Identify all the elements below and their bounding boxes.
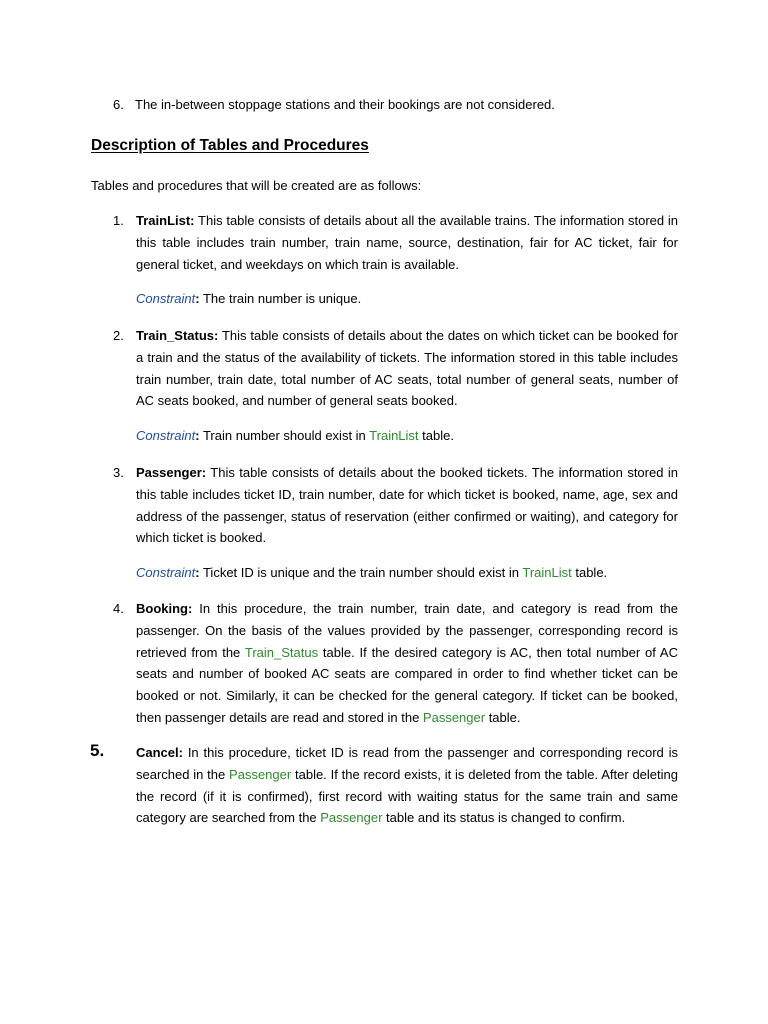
constraint-colon: : [195, 428, 200, 443]
list-item-text: The in-between stoppage stations and their bookings are not considered. [135, 97, 555, 112]
intro-paragraph: Tables and procedures that will be created are as follows: [91, 178, 422, 193]
list-item-passenger [113, 462, 678, 549]
list-item-number: 1. [113, 213, 124, 228]
list-item-body [136, 742, 678, 829]
list-item-cancel [90, 741, 678, 829]
item-description-end: table. [485, 709, 521, 725]
constraint-trainlist [136, 290, 681, 308]
constraint-text-end: table. [418, 428, 454, 443]
table-reference-trainlist: TrainList [522, 565, 572, 580]
item-description: In this procedure, ticket ID is read from the passenger and corresponding record is searched in the [136, 745, 678, 782]
item-description: In this procedure, the train number, train date, and category is read from the passenger. On the basis of the values provided by the passenger, corresponding record is retrieved from the [136, 601, 678, 660]
constraint-passenger [136, 564, 681, 582]
table-reference-passenger: Passenger [320, 810, 383, 826]
constraint-text-end: table. [571, 565, 608, 580]
constraint-text: Train number should exist in [199, 428, 370, 443]
item-description: This table consists of details about the dates on which ticket can be booked for a train and the status of the availability of tickets. The information stored in this table includes train number, train date, total number of AC seats, total number of general seats, number of AC seats booked, and number of general seats booked. [136, 328, 678, 409]
table-reference-passenger: Passenger [422, 709, 486, 725]
constraint-colon: : [195, 291, 200, 306]
list-item-number: 6. [113, 97, 124, 112]
constraint-colon: : [195, 565, 200, 580]
table-reference-trainlist: TrainList [369, 428, 419, 443]
list-item-body [136, 210, 678, 275]
list-item-previous [113, 96, 693, 114]
section-heading: Description of Tables and Procedures [91, 137, 369, 154]
list-item-number: 4. [113, 601, 124, 616]
item-description: This table consists of details about all the available trains. The information stored in this table includes train number, train name, source, destination, fair for AC ticket, fair for general ticket, and weekdays on which train is available. [136, 213, 678, 272]
item-term: Train_Status: [136, 328, 219, 343]
list-item-body [136, 462, 678, 549]
item-term: Cancel: [136, 745, 183, 760]
item-description-end: table and its status is changed to confirm. [382, 810, 626, 826]
item-description-cont: table. If the record exists, it is deleted from the table. After deleting the record (if it is confirmed), first record with waiting status for the same train and same category are searched from the [136, 766, 678, 826]
constraint-text: Ticket ID is unique and the train number should exist in [199, 565, 523, 580]
item-term: Passenger: [136, 465, 207, 480]
item-term: TrainList: [136, 213, 195, 228]
constraint-train-status [136, 427, 681, 445]
list-item-number: 5. [90, 741, 105, 760]
list-item-body [136, 598, 678, 729]
item-term: Booking: [136, 601, 193, 616]
constraint-label: Constraint [136, 291, 196, 306]
item-description-cont: table. If the desired category is AC, then total number of AC seats and number of booked AC seats are compared in order to find whether ticket can be booked or not. Similarly, it can be checked for the general category. If ticket can be booked, then passenger details are read and stored in the [136, 644, 678, 725]
list-item-number: 2. [113, 328, 124, 343]
item-description: This table consists of details about the booked tickets. The information stored in this table includes ticket ID, train number, date for which ticket is booked, name, age, sex and address of the passenger, status of reservation (either confirmed or waiting), and category for which ticket is booked. [136, 465, 678, 546]
constraint-text: The train number is unique. [199, 291, 362, 306]
list-item-number: 3. [113, 465, 124, 480]
constraint-label: Constraint [136, 428, 196, 443]
table-reference-train-status: Train_Status [244, 644, 319, 660]
list-item-trainlist [113, 210, 678, 275]
list-item-train-status [113, 325, 678, 412]
constraint-label: Constraint [136, 565, 196, 580]
table-reference-passenger: Passenger [229, 766, 292, 782]
list-item-body [136, 325, 678, 412]
list-item-booking [113, 598, 678, 729]
